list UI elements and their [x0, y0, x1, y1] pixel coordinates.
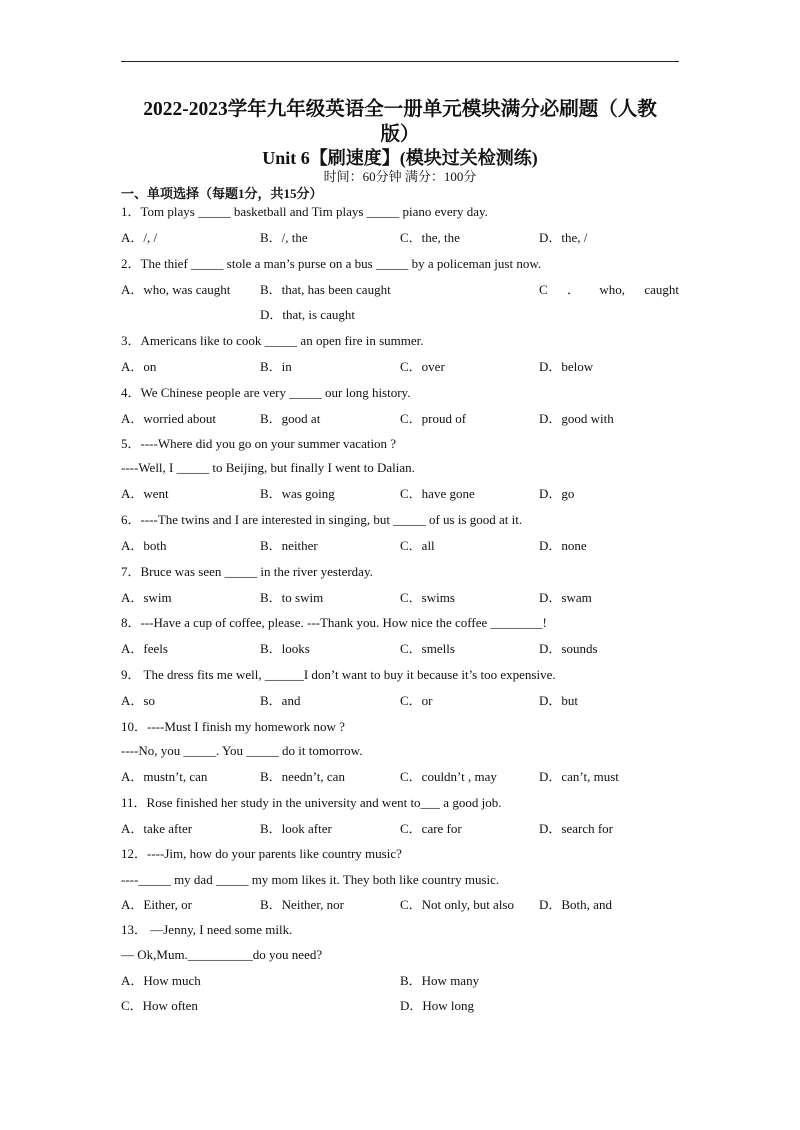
question-5-option-a: A．went	[121, 486, 169, 501]
question-3-option-a: A．on	[121, 359, 157, 374]
question-6-option-d: D．none	[539, 538, 587, 553]
question-1-option-a: A．/, /	[121, 230, 158, 245]
question-1-stem: 1．Tom plays _____ basketball and Tim plays _____ piano every day.	[121, 204, 488, 219]
top-rule	[121, 61, 679, 62]
question-2-option-a: A．who, was caught	[121, 282, 231, 297]
question-7-stem: 7．Bruce was seen _____ in the river yesterday.	[121, 564, 373, 579]
question-9-option-c: C．or	[400, 693, 433, 708]
question-2-option-c	[539, 282, 679, 298]
option-c-dot: ．	[567, 282, 581, 297]
question-5-option-b: B．was going	[260, 486, 335, 501]
question-10-option-d: D．can’t, must	[539, 769, 619, 784]
question-1-option-c: C．the, the	[400, 230, 460, 245]
question-7-option-a: A．swim	[121, 590, 172, 605]
question-9-stem: 9． The dress fits me well, ______I don’t want to buy it because it’s too expensive.	[121, 667, 556, 682]
question-4-option-d: D．good with	[539, 411, 614, 426]
title-line-2: 版）	[380, 124, 420, 145]
question-11-option-c: C．care for	[400, 821, 462, 836]
question-7-option-d: D．swam	[539, 590, 592, 605]
exam-meta: 时间：60分钟 满分：100分	[323, 169, 477, 184]
question-13-stem-2: — Ok,Mum.__________do you need?	[121, 947, 323, 962]
question-5-stem-1: 5．----Where did you go on your summer vacation ?	[121, 436, 397, 451]
question-10-stem-1: 10．----Must I finish my homework now ?	[121, 719, 345, 734]
question-6-option-b: B．neither	[260, 538, 318, 553]
question-4-stem: 4．We Chinese people are very _____ our long history.	[121, 385, 411, 400]
question-4-option-a: A．worried about	[121, 411, 216, 426]
question-12-option-c: C．Not only, but also	[400, 897, 514, 912]
question-13-option-c: C．How often	[121, 998, 198, 1013]
question-2-option-d: D．that, is caught	[260, 307, 355, 322]
question-8-option-d: D．sounds	[539, 641, 598, 656]
question-5-stem-2: ----Well, I _____ to Beijing, but finally I went to Dalian.	[121, 460, 415, 475]
question-8-option-b: B．looks	[260, 641, 310, 656]
question-5-option-d: D．go	[539, 486, 575, 501]
question-3-stem: 3．Americans like to cook _____ an open fire in summer.	[121, 333, 424, 348]
question-12-stem-1: 12．----Jim, how do your parents like country music?	[121, 846, 402, 861]
question-5-option-c: C．have gone	[400, 486, 475, 501]
question-13-option-d: D．How long	[400, 998, 475, 1013]
question-1-option-b: B．/, the	[260, 230, 308, 245]
question-6-option-c: C．all	[400, 538, 435, 553]
question-6-stem: 6．----The twins and I are interested in singing, but _____ of us is good at it.	[121, 512, 523, 527]
question-3-option-d: D．below	[539, 359, 594, 374]
question-1-option-d: D．the, /	[539, 230, 588, 245]
question-2-option-b: B．that, has been caught	[260, 282, 391, 297]
question-8-option-c: C．smells	[400, 641, 455, 656]
option-c-word-1: who,	[599, 282, 625, 297]
question-13-option-a: A．How much	[121, 973, 201, 988]
title-line-1: 2022-2023学年九年级英语全一册单元模块满分必刷题（人教	[143, 99, 657, 120]
question-8-option-a: A．feels	[121, 641, 168, 656]
question-7-option-b: B．to swim	[260, 590, 324, 605]
question-8-stem: 8．---Have a cup of coffee, please. ---Thank you. How nice the coffee ________!	[121, 615, 547, 630]
question-6-option-a: A．both	[121, 538, 167, 553]
question-11-option-a: A．take after	[121, 821, 193, 836]
question-12-option-b: B．Neither, nor	[260, 897, 344, 912]
question-9-option-a: A．so	[121, 693, 155, 708]
question-13-stem-1: 13． —Jenny, I need some milk.	[121, 922, 293, 937]
question-12-option-d: D．Both, and	[539, 897, 612, 912]
question-3-option-b: B．in	[260, 359, 292, 374]
question-4-option-b: B．good at	[260, 411, 321, 426]
question-12-stem-2: ----_____ my dad _____ my mom likes it. They both like country music.	[121, 872, 500, 887]
section-heading: 一、单项选择（每题1分，共15分）	[121, 186, 323, 201]
option-c-word-2: caught	[644, 282, 679, 297]
question-7-option-c: C．swims	[400, 590, 455, 605]
question-10-option-c: C．couldn’t , may	[400, 769, 497, 784]
question-11-stem: 11．Rose finished her study in the university and went to___ a good job.	[121, 795, 502, 810]
question-12-option-a: A．Either, or	[121, 897, 192, 912]
question-11-option-b: B．look after	[260, 821, 332, 836]
subtitle: Unit 6【刷速度】(模块过关检测练)	[262, 148, 538, 168]
question-10-option-b: B．needn’t, can	[260, 769, 345, 784]
question-13-option-b: B．How many	[400, 973, 480, 988]
question-10-option-a: A．mustn’t, can	[121, 769, 208, 784]
question-11-option-d: D．search for	[539, 821, 613, 836]
question-3-option-c: C．over	[400, 359, 445, 374]
option-c-letter: C	[539, 282, 548, 297]
question-2-stem: 2．The thief _____ stole a man’s purse on a bus _____ by a policeman just now.	[121, 256, 542, 271]
question-4-option-c: C．proud of	[400, 411, 467, 426]
question-9-option-b: B．and	[260, 693, 301, 708]
question-9-option-d: D．but	[539, 693, 579, 708]
question-10-stem-2: ----No, you _____. You _____ do it tomorrow.	[121, 743, 363, 758]
